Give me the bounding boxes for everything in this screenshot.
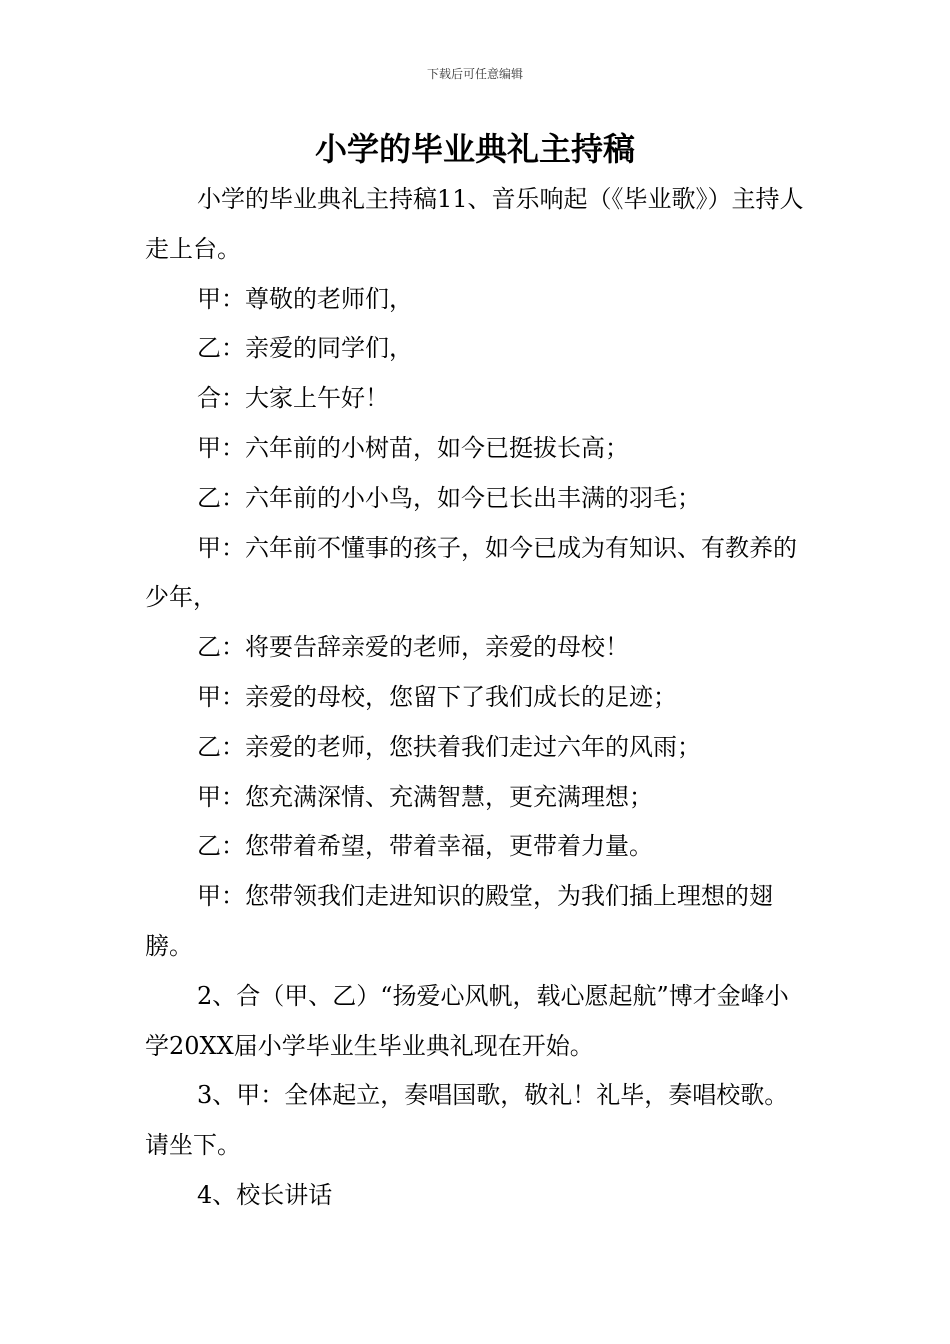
paragraph: 甲：您充满深情、充满智慧，更充满理想； <box>197 782 653 811</box>
paragraph: 乙：您带着希望，带着幸福，更带着力量。 <box>197 832 653 861</box>
paragraph: 小学的毕业典礼主持稿11、音乐响起（《毕业歌》）主持人走上台。 <box>145 185 804 263</box>
paragraph: 2、合（甲、乙）“扬爱心风帆，载心愿起航”博才金峰小学20XX届小学毕业生毕业典礼现在开始。 <box>145 981 789 1060</box>
paragraph: 乙：六年前的小小鸟，如今已长出丰满的羽毛； <box>197 483 701 512</box>
paragraph: 4、校长讲话 <box>197 1180 333 1209</box>
paragraph: 合：大家上午好！ <box>197 384 389 413</box>
paragraph: 甲：您带领我们走进知识的殿堂，为我们插上理想的翅膀。 <box>145 882 773 960</box>
paragraph: 甲：六年前的小树苗，如今已挺拔长高； <box>197 433 629 462</box>
paragraph: 3、甲：全体起立，奏唱国歌，敬礼！礼毕，奏唱校歌。请坐下。 <box>145 1081 789 1160</box>
paragraph: 乙：将要告辞亲爱的老师，亲爱的母校！ <box>197 633 629 662</box>
document-body <box>145 175 810 1221</box>
page-header: 下载后可任意编辑 <box>426 67 523 81</box>
paragraph: 甲：六年前不懂事的孩子，如今已成为有知识、有教养的少年， <box>145 533 797 612</box>
paragraph: 甲：尊敬的老师们， <box>197 284 413 313</box>
paragraph: 乙：亲爱的老师，您扶着我们走过六年的风雨； <box>197 732 701 761</box>
paragraph: 乙：亲爱的同学们， <box>197 334 413 363</box>
document-title: 小学的毕业典礼主持稿 <box>314 130 635 168</box>
paragraph: 甲：亲爱的母校，您留下了我们成长的足迹； <box>197 682 677 711</box>
